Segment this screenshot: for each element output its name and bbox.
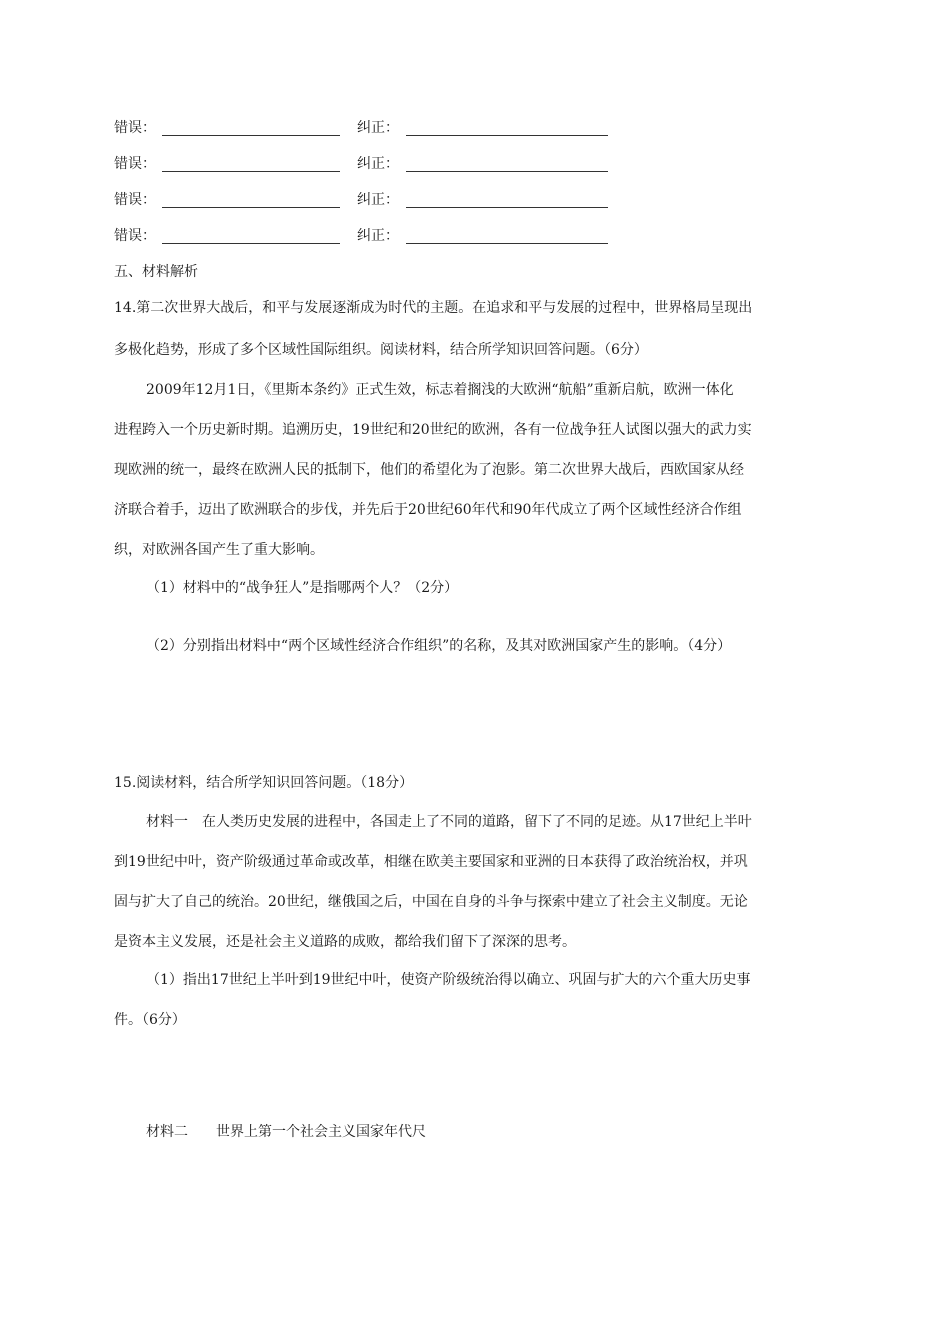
correct-answer-blank[interactable] bbox=[406, 171, 608, 172]
error-label: 错误： bbox=[114, 120, 156, 136]
correct-answer-blank[interactable] bbox=[406, 135, 608, 136]
section-heading: 五、材料解析 bbox=[114, 264, 198, 280]
q15-material1-line-3: 固与扩大了自己的统治。20世纪，继俄国之后，中国在自身的斗争与探索中建立了社会主义制度。无论 bbox=[114, 894, 748, 910]
q14-material-line-5: 织，对欧洲各国产生了重大影响。 bbox=[114, 542, 324, 558]
correct-answer-blank[interactable] bbox=[406, 207, 608, 208]
q14-subquestion-1: （1）材料中的“战争狂人”是指哪两个人？（2分） bbox=[146, 580, 459, 596]
q14-subquestion-2: （2）分别指出材料中“两个区域性经济合作组织”的名称，及其对欧洲国家产生的影响。（4分） bbox=[146, 638, 732, 654]
error-label: 错误： bbox=[114, 228, 156, 244]
error-answer-blank[interactable] bbox=[162, 207, 340, 208]
correct-label: 纠正： bbox=[357, 228, 399, 244]
q15-material1-line-4: 是资本主义发展，还是社会主义道路的成败，都给我们留下了深深的思考。 bbox=[114, 934, 576, 950]
q14-stem-line-1: 14.第二次世界大战后，和平与发展逐渐成为时代的主题。在追求和平与发展的过程中，世界格局呈现出 bbox=[114, 300, 753, 316]
error-label: 错误： bbox=[114, 192, 156, 208]
correct-label: 纠正： bbox=[357, 156, 399, 172]
q15-material1-line-1: 材料一 在人类历史发展的进程中，各国走上了不同的道路，留下了不同的足迹。从17世纪上半叶 bbox=[146, 814, 752, 830]
error-answer-blank[interactable] bbox=[162, 243, 340, 244]
correct-answer-blank[interactable] bbox=[406, 243, 608, 244]
q15-subquestion-1-line-2: 件。（6分） bbox=[114, 1012, 186, 1028]
q14-stem-line-2: 多极化趋势，形成了多个区域性国际组织。阅读材料，结合所学知识回答问题。（6分） bbox=[114, 342, 648, 358]
error-answer-blank[interactable] bbox=[162, 135, 340, 136]
error-label: 错误： bbox=[114, 156, 156, 172]
q14-material-line-2: 进程跨入一个历史新时期。追溯历史，19世纪和20世纪的欧洲，各有一位战争狂人试图以强大的武力实 bbox=[114, 422, 752, 438]
error-answer-blank[interactable] bbox=[162, 171, 340, 172]
q15-material2-title: 材料二 世界上第一个社会主义国家年代尺 bbox=[146, 1124, 426, 1140]
q14-material-line-4: 济联合着手，迈出了欧洲联合的步伐，并先后于20世纪60年代和90年代成立了两个区域性经济合作组 bbox=[114, 502, 742, 518]
q15-subquestion-1-line-1: （1）指出17世纪上半叶到19世纪中叶，使资产阶级统治得以确立、巩固与扩大的六个重大历史事 bbox=[146, 972, 751, 988]
q14-material-line-3: 现欧洲的统一，最终在欧洲人民的抵制下，他们的希望化为了泡影。第二次世界大战后，西欧国家从经 bbox=[114, 462, 744, 478]
correct-label: 纠正： bbox=[357, 120, 399, 136]
correct-label: 纠正： bbox=[357, 192, 399, 208]
q15-stem: 15.阅读材料，结合所学知识回答问题。（18分） bbox=[114, 775, 414, 791]
q15-material1-line-2: 到19世纪中叶，资产阶级通过革命或改革，相继在欧美主要国家和亚洲的日本获得了政治统治权，并巩 bbox=[114, 854, 748, 870]
q14-material-line-1: 2009年12月1日，《里斯本条约》正式生效，标志着搁浅的大欧洲“航船”重新启航，欧洲一体化 bbox=[146, 382, 734, 398]
